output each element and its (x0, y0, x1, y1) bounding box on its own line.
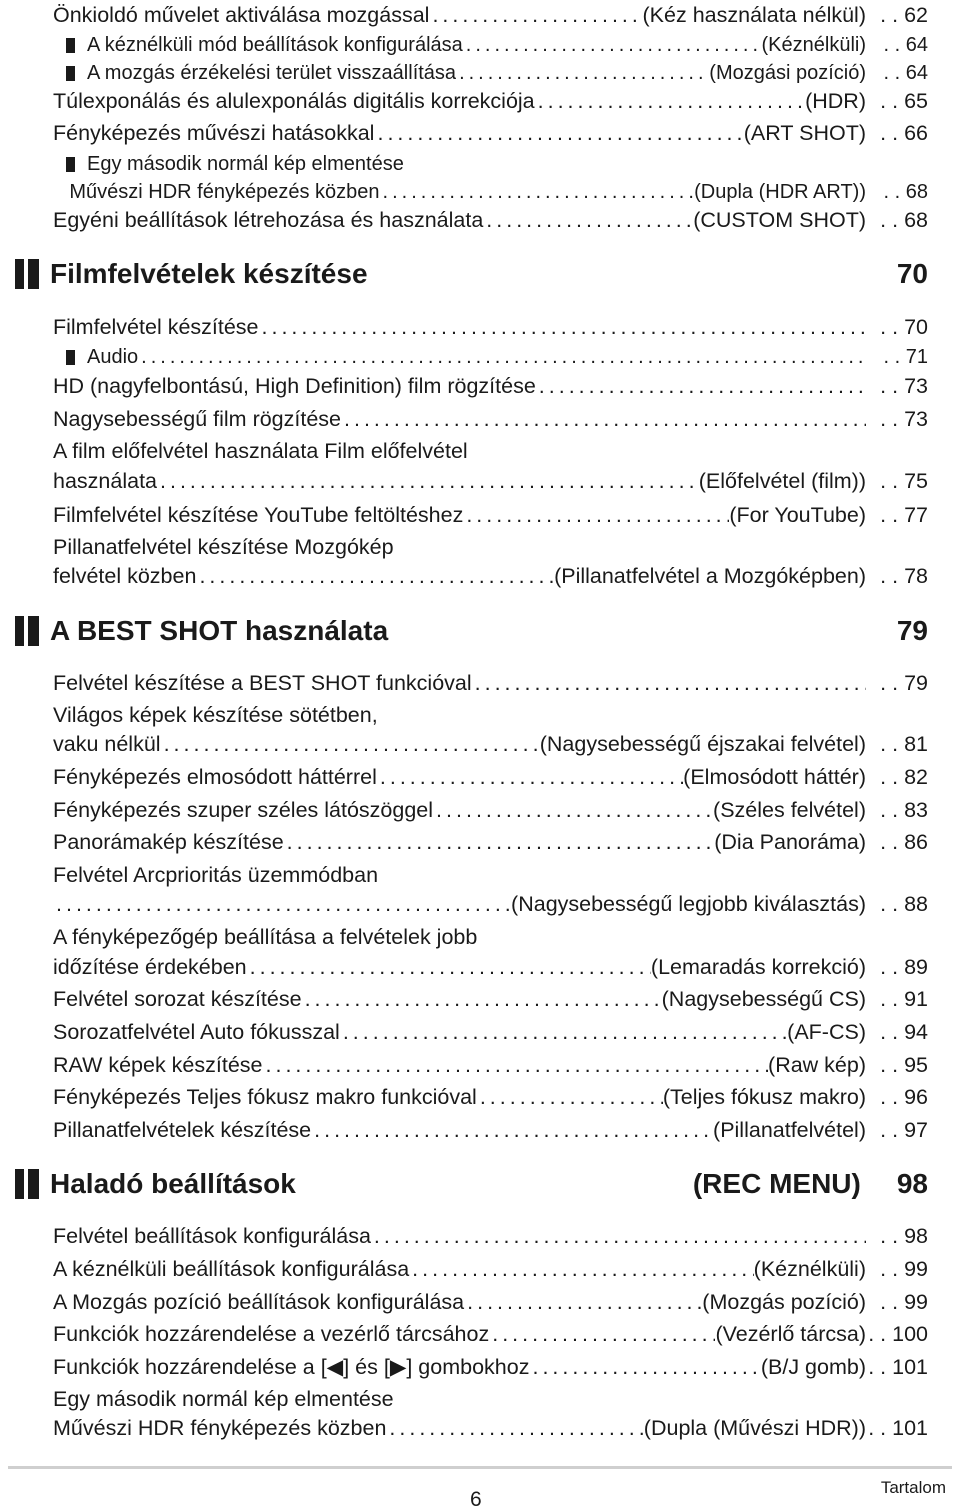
toc-entry-mode: (HDR) (805, 89, 866, 113)
bullet-icon (66, 66, 75, 81)
section-title: Haladó beállítások (50, 1168, 296, 1199)
toc-entry-title: Fényképezés elmosódott háttérrel (53, 765, 377, 789)
toc-entry-page: . . 65 (866, 86, 928, 117)
toc-entry[interactable] (53, 118, 928, 149)
toc-entry[interactable] (53, 668, 928, 699)
dot-leader (374, 118, 743, 149)
toc-entry-mode: (Dupla (Művészi HDR)) (643, 1416, 866, 1440)
toc-entry[interactable] (53, 312, 928, 343)
toc-entry-mode: (For YouTube) (729, 503, 866, 527)
toc-entry-title: Filmfelvétel készítése (53, 315, 259, 339)
section-page: 70 (896, 258, 928, 289)
toc-entry-page: . . 71 (866, 342, 928, 373)
toc-entry-title: vaku nélkül (53, 732, 161, 756)
toc-entry[interactable] (53, 466, 928, 497)
toc-entry-mode: (B/J gomb) (760, 1355, 866, 1379)
toc-entry-title: Panorámakép készítése (53, 830, 284, 854)
toc-entry-page: . . 66 (866, 118, 928, 149)
dot-leader (472, 668, 866, 699)
dot-leader (386, 1413, 643, 1444)
toc-entry-title: Egy második normál kép elmentése (53, 1387, 394, 1411)
toc-entry-page: . . 99 (866, 1287, 928, 1318)
toc-entry-page: . . 83 (866, 795, 928, 826)
dot-leader (536, 371, 866, 402)
toc-entry[interactable] (53, 1352, 928, 1383)
dot-leader (341, 404, 866, 435)
toc-entry-mode: (Nagysebességű éjszakai felvétel) (539, 732, 866, 756)
toc-entry[interactable] (53, 795, 928, 826)
toc-entry[interactable] (53, 952, 928, 983)
toc-entry-mode: (AF-CS) (787, 1020, 866, 1044)
toc-entry-mode: (CUSTOM SHOT) (693, 208, 866, 232)
dot-leader (161, 729, 540, 760)
toc-entry-title: A mozgás érzékelési terület visszaállítása (87, 62, 457, 84)
toc-entry-title: Nagysebességű film rögzítése (53, 407, 342, 431)
toc-entry-page: . . 101 (866, 1352, 928, 1383)
toc-entry-page: . . 96 (866, 1082, 928, 1113)
toc-entry[interactable] (66, 30, 928, 61)
section-mode: (REC MENU) (692, 1168, 861, 1199)
toc-entry[interactable] (53, 729, 928, 760)
toc-entry-title: Felvétel készítése a BEST SHOT funkcióval (53, 671, 472, 695)
toc-entry[interactable] (53, 0, 928, 31)
toc-entry-page: . . 64 (866, 30, 928, 61)
toc-entry[interactable] (53, 1017, 928, 1048)
toc-entry-title: RAW képek készítése (53, 1053, 263, 1077)
toc-entry-page: . . 98 (866, 1221, 928, 1252)
toc-entry-title: felvétel közben (53, 564, 197, 588)
toc-entry-page: . . 73 (866, 371, 928, 402)
page-number: 6 (470, 1488, 482, 1511)
dot-leader (380, 177, 695, 208)
toc-entry-mode: (Dia Panoráma) (714, 830, 866, 854)
toc-entry-page: . . 86 (866, 827, 928, 858)
toc-entry[interactable] (66, 149, 928, 180)
toc-entry-page: . . 77 (866, 500, 928, 531)
toc-entry-page: . . 73 (866, 404, 928, 435)
toc-entry-mode: (ART SHOT) (743, 121, 866, 145)
toc-entry-title: Fényképezés művészi hatásokkal (53, 121, 375, 145)
bullet-icon (66, 38, 75, 53)
toc-entry-title: Fényképezés szuper széles látószöggel (53, 798, 434, 822)
dot-leader (157, 466, 699, 497)
toc-entry[interactable] (53, 1319, 928, 1350)
dot-leader (464, 1287, 702, 1318)
section-heading[interactable] (15, 1164, 928, 1204)
toc-entry-title: Filmfelvétel készítése YouTube feltöltéshez (53, 503, 464, 527)
toc-entry-title: A kéznélküli mód beállítások konfigurálása (87, 34, 463, 56)
toc-entry-mode: (Nagysebességű CS) (661, 987, 866, 1011)
toc-entry-mode: (Széles felvétel) (713, 798, 866, 822)
toc-entry-mode: (Lemaradás korrekció) (650, 955, 866, 979)
toc-entry[interactable] (53, 532, 928, 563)
toc-entry[interactable] (53, 860, 928, 891)
toc-entry-mode: (Nagysebességű legjobb kiválasztás) (511, 892, 866, 916)
toc-entry-title: időzítése érdekében (53, 955, 247, 979)
toc-entry-title: Világos képek készítése sötétben, (53, 703, 378, 727)
footer-divider (8, 1466, 952, 1469)
toc-entry[interactable] (53, 371, 928, 402)
toc-entry-page: . . 89 (866, 952, 928, 983)
toc-entry-page: . . 78 (866, 561, 928, 592)
dot-leader (311, 1115, 713, 1146)
dot-leader (483, 205, 693, 236)
toc-entry-mode: (Dupla (HDR ART)) (694, 181, 866, 203)
toc-entry[interactable] (66, 58, 928, 89)
toc-entry-page: . . 95 (866, 1050, 928, 1081)
toc-entry[interactable] (53, 922, 928, 953)
toc-entry-mode: (Raw kép) (768, 1053, 866, 1077)
toc-entry-title: Sorozatfelvétel Auto fókusszal (53, 1020, 340, 1044)
dot-leader (409, 1254, 754, 1285)
toc-entry-title: Funkciók hozzárendelése a vezérlő tárcsához (53, 1322, 490, 1346)
toc-entry-title: Egy második normál kép elmentése (87, 153, 404, 175)
toc-entry-page: . . 79 (866, 668, 928, 699)
toc-entry-title: Felvétel sorozat készítése (53, 987, 302, 1011)
toc-entry[interactable] (53, 1254, 928, 1285)
toc-entry[interactable] (53, 561, 928, 592)
toc-entry-page: . . 75 (866, 466, 928, 497)
toc-entry-page: . . 68 (866, 177, 928, 208)
section-page: 79 (896, 615, 928, 646)
dot-leader (284, 827, 715, 858)
toc-entry-title: A fényképezőgép beállítása a felvételek jobb (53, 925, 478, 949)
toc-entry-mode: (Kéznélküli) (761, 34, 866, 56)
toc-entry-mode: (Mozgási pozíció) (709, 62, 866, 84)
toc-entry-page: . . 97 (866, 1115, 928, 1146)
dot-leader (535, 86, 805, 117)
dot-leader (263, 1050, 769, 1081)
toc-entry-mode: (Elmosódott háttér) (683, 765, 866, 789)
toc-entry-mode: (Kéznélküli) (753, 1257, 866, 1281)
toc-entry-mode: (Előfelvétel (film)) (698, 469, 866, 493)
toc-entry[interactable] (53, 889, 928, 920)
bullet-icon (66, 157, 75, 172)
dot-leader (463, 30, 762, 61)
toc-entry[interactable] (53, 1115, 928, 1146)
toc-entry-page: . . 101 (866, 1413, 928, 1444)
toc-entry-page: . . 62 (866, 0, 928, 31)
toc-entry-page: . . 70 (866, 312, 928, 343)
toc-entry-title: Felvétel beállítások konfigurálása (53, 1224, 371, 1248)
toc-entry-mode: (Mozgás pozíció) (702, 1290, 866, 1314)
toc-entry[interactable] (53, 984, 928, 1015)
dot-leader (456, 58, 709, 89)
dot-leader (302, 984, 662, 1015)
toc-entry[interactable] (53, 1384, 928, 1415)
toc-entry-title: Önkioldó művelet aktiválása mozgással (53, 3, 430, 27)
toc-entry[interactable] (53, 404, 928, 435)
section-marker-icon (15, 259, 39, 289)
toc-entry-mode: (Teljes fókusz makro) (662, 1085, 866, 1109)
toc-entry[interactable] (53, 762, 928, 793)
dot-leader (529, 1352, 760, 1383)
section-marker-icon (15, 616, 39, 646)
toc-entry[interactable] (53, 86, 928, 117)
dot-leader (340, 1017, 787, 1048)
toc-entry[interactable] (53, 205, 928, 236)
dot-leader (138, 342, 866, 373)
toc-entry-title: Funkciók hozzárendelése a [◀] és [▶] gombokhoz (53, 1355, 530, 1379)
toc-entry-page: . . 91 (866, 984, 928, 1015)
toc-entry-mode: (Pillanatfelvétel) (713, 1118, 866, 1142)
section-heading[interactable] (15, 611, 928, 651)
dot-leader (247, 952, 651, 983)
toc-entry-title: Pillanatfelvételek készítése (53, 1118, 312, 1142)
dot-leader (196, 561, 554, 592)
toc-entry-title: Fényképezés Teljes fókusz makro funkcióval (53, 1085, 477, 1109)
toc-entry-title: Audio (87, 346, 139, 368)
toc-entry-title: Pillanatfelvétel készítése Mozgókép (53, 535, 394, 559)
toc-entry-title: Túlexponálás és alulexponálás digitális korrekciója (53, 89, 535, 113)
toc-entry-page: . . 94 (866, 1017, 928, 1048)
dot-leader (463, 500, 729, 531)
toc-entry-page: . . 68 (866, 205, 928, 236)
toc-entry[interactable] (53, 700, 928, 731)
toc-entry[interactable] (66, 342, 928, 373)
bullet-icon (66, 350, 75, 365)
toc-entry-title: Egyéni beállítások létrehozása és használata (53, 208, 484, 232)
toc-entry-page: . . 88 (866, 889, 928, 920)
toc-entry-page: . . 99 (866, 1254, 928, 1285)
dot-leader (433, 795, 713, 826)
section-title: A BEST SHOT használata (50, 615, 389, 646)
dot-leader (377, 762, 683, 793)
toc-entry[interactable] (53, 1050, 928, 1081)
section-page: 98 (896, 1168, 928, 1199)
toc-entry-title: HD (nagyfelbontású, High Definition) film rögzítése (53, 374, 536, 398)
toc-entry-page: . . 82 (866, 762, 928, 793)
toc-entry[interactable] (53, 1082, 928, 1113)
toc-entry-title: Felvétel Arcprioritás üzemmódban (53, 863, 379, 887)
toc-entry[interactable] (53, 436, 928, 467)
toc-entry-page: . . 64 (866, 58, 928, 89)
toc-entry[interactable] (53, 500, 928, 531)
toc-entry-title: Művészi HDR fényképezés közben (53, 1416, 387, 1440)
toc-entry-page: . . 100 (866, 1319, 928, 1350)
toc-entry-title: A film előfelvétel használata Film előfelvétel (53, 439, 468, 463)
dot-leader (477, 1082, 663, 1113)
section-heading[interactable] (15, 254, 928, 294)
toc-entry-title: Művészi HDR fényképezés közben (69, 181, 380, 203)
toc-entry-page: . . 81 (866, 729, 928, 760)
toc-entry-mode: (Kéz használata nélkül) (642, 3, 866, 27)
toc-entry[interactable] (53, 1287, 928, 1318)
toc-entry-title: A kéznélküli beállítások konfigurálása (53, 1257, 410, 1281)
dot-leader (429, 0, 642, 31)
section-marker-icon (15, 1169, 39, 1199)
toc-entry-mode: (Pillanatfelvétel a Mozgóképben) (554, 564, 866, 588)
toc-entry[interactable] (66, 177, 928, 208)
footer-label: Tartalom (880, 1478, 946, 1497)
section-title: Filmfelvételek készítése (50, 258, 368, 289)
toc-entry[interactable] (53, 1221, 928, 1252)
dot-leader (53, 889, 511, 920)
toc-entry[interactable] (53, 1413, 928, 1444)
dot-leader (489, 1319, 715, 1350)
toc-entry-title: használata (53, 469, 157, 493)
dot-leader (259, 312, 866, 343)
dot-leader (371, 1221, 866, 1252)
toc-entry-title: A Mozgás pozíció beállítások konfigurálása (53, 1290, 465, 1314)
toc-entry-mode: (Vezérlő tárcsa) (715, 1322, 866, 1346)
toc-entry[interactable] (53, 827, 928, 858)
